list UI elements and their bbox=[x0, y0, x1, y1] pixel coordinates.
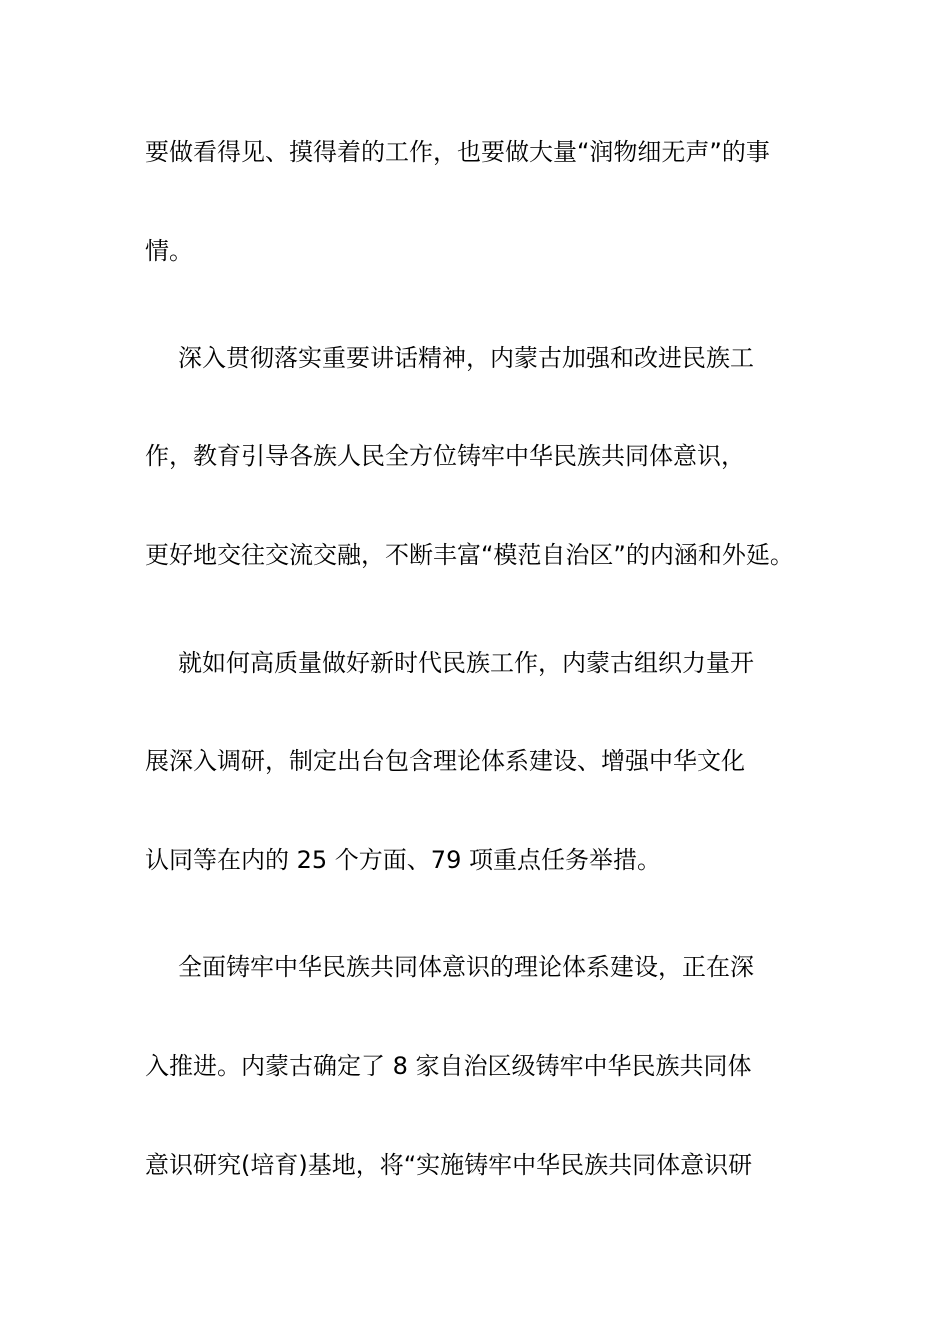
paragraph-start-line: 全面铸牢中华民族共同体意识的理论体系建设，正在深 bbox=[178, 953, 754, 981]
paragraph-start-line: 就如何高质量做好新时代民族工作，内蒙古组织力量开 bbox=[178, 649, 754, 677]
text-line: 入推进。内蒙古确定了 8 家自治区级铸牢中华民族共同体 bbox=[145, 1052, 752, 1080]
text-line: 认同等在内的 25 个方面、79 项重点任务举措。 bbox=[145, 846, 661, 874]
paragraph-start-line: 深入贯彻落实重要讲话精神，内蒙古加强和改进民族工 bbox=[178, 344, 754, 372]
text-line: 意识研究(培育)基地，将“实施铸牢中华民族共同体意识研 bbox=[145, 1151, 753, 1179]
text-line: 要做看得见、摸得着的工作，也要做大量“润物细无声”的事 bbox=[145, 138, 770, 166]
text-line: 更好地交往交流交融，不断丰富“模范自治区”的内涵和外延。 bbox=[145, 541, 794, 569]
text-line: 情。 bbox=[145, 237, 193, 265]
text-line: 展深入调研，制定出台包含理论体系建设、增强中华文化 bbox=[145, 747, 745, 775]
text-line: 作，教育引导各族人民全方位铸牢中华民族共同体意识， bbox=[145, 442, 745, 470]
